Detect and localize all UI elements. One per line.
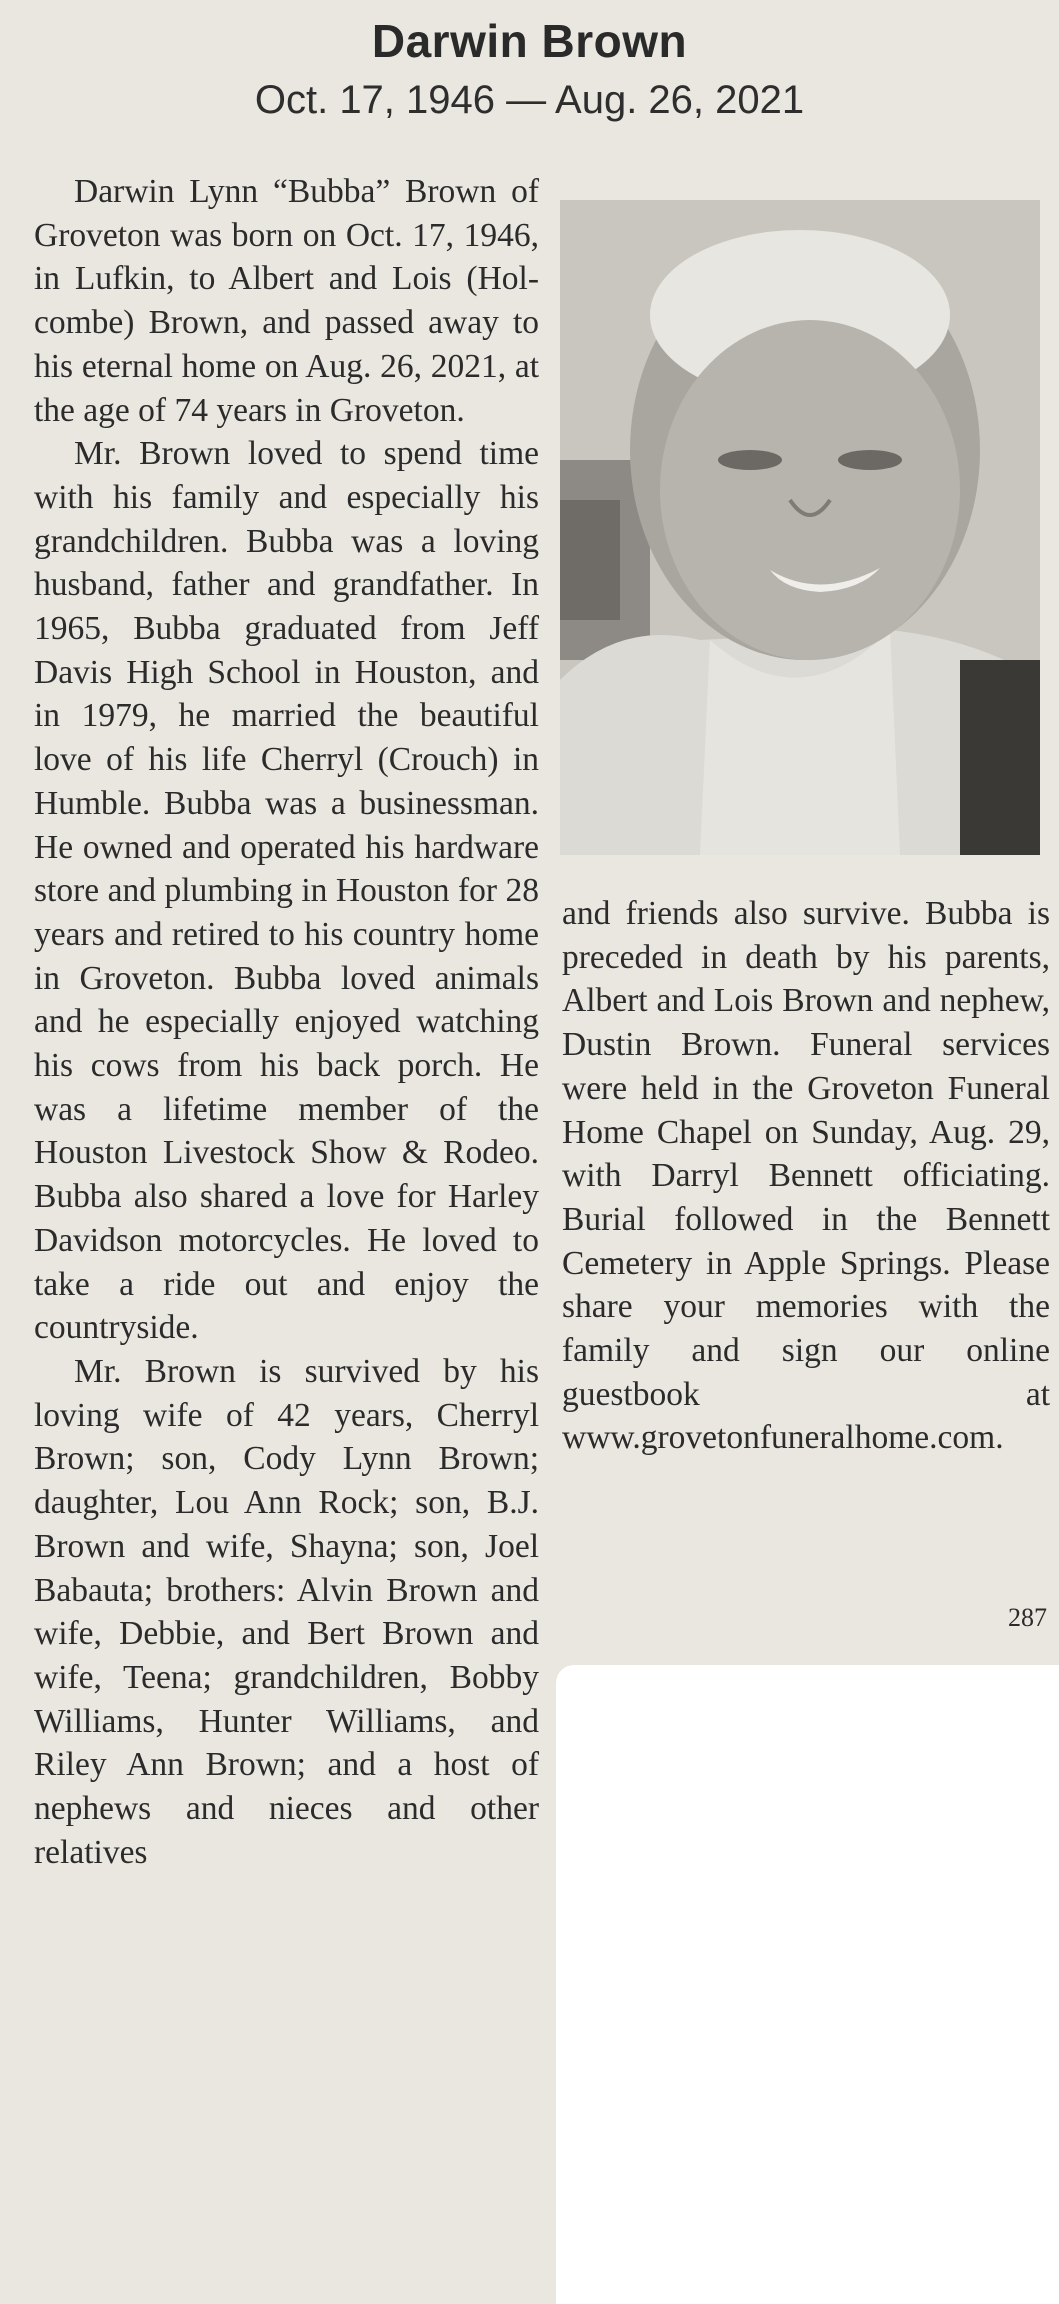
portrait-photo <box>560 200 1040 855</box>
obituary-name: Darwin Brown <box>371 15 688 67</box>
paragraph-services: and friends also survive. Bubba is preceded in death by his parents, Albert and Lois Brown and nephew, Dustin Brown. Funeral services were held in the Groveton Funeral Home Chapel on Sunday, Aug. 29, with Darryl Bennett officiating. Burial followed in the Bennett Cemetery in Apple Springs. Please share your memories with the family and sign our online guestbook at www.grovetonfuneralhome.com. <box>562 895 1050 1457</box>
obituary-dates: Oct. 17, 1946 — Aug. 26, 2021 <box>254 78 805 122</box>
left-column <box>34 170 539 1874</box>
ref-number: 287 <box>1008 1603 1047 1632</box>
paragraph-birth: Darwin Lynn “Bubba” Brown of Groveton was born on Oct. 17, 1946, in Lufkin, to Albert and Lois (Holcombe) Brown, and passed away to his eternal home on Aug. 26, 2021, at the age of 74 years in Groveton. <box>34 173 539 429</box>
blank-cutout-area <box>556 1665 1059 2304</box>
portrait-image <box>560 200 1040 855</box>
right-column <box>562 892 1050 1460</box>
paragraph-survivors: Mr. Brown is survived by his loving wife of 42 years, Cherryl Brown; son, Cody Lynn Brown; daughter, Lou Ann Rock; son, B.J. Brown and wife, Shayna; son, Joel Babauta; brothers: Alvin Brown and wife, Debbie, and Bert Brown and wife, Teena; grandchildren, Bobby Williams, Hunter Williams, and Riley Ann Brown; and a host of nephews and nieces and other relatives <box>34 1352 539 1871</box>
paragraph-life: Mr. Brown loved to spend time with his family and especially his grandchildren. Bubba was a loving husband, father and grandfather. In 1965, Bubba graduated from Jeff Davis High School in Houston, and in 1979, he married the beautiful love of his life Cherryl (Crouch) in Humble. Bubba was a businessman. He owned and operated his hardware store and plumbing in Houston for 28 years and retired to his country home in Groveton. Bubba loved animals and he especially enjoyed watching his cows from his back porch. He was a lifetime member of the Houston Livestock Show & Rodeo. Bubba also shared a love for Harley Davidson motorcycles. He loved to take a ride out and enjoy the countryside. <box>34 435 539 1347</box>
